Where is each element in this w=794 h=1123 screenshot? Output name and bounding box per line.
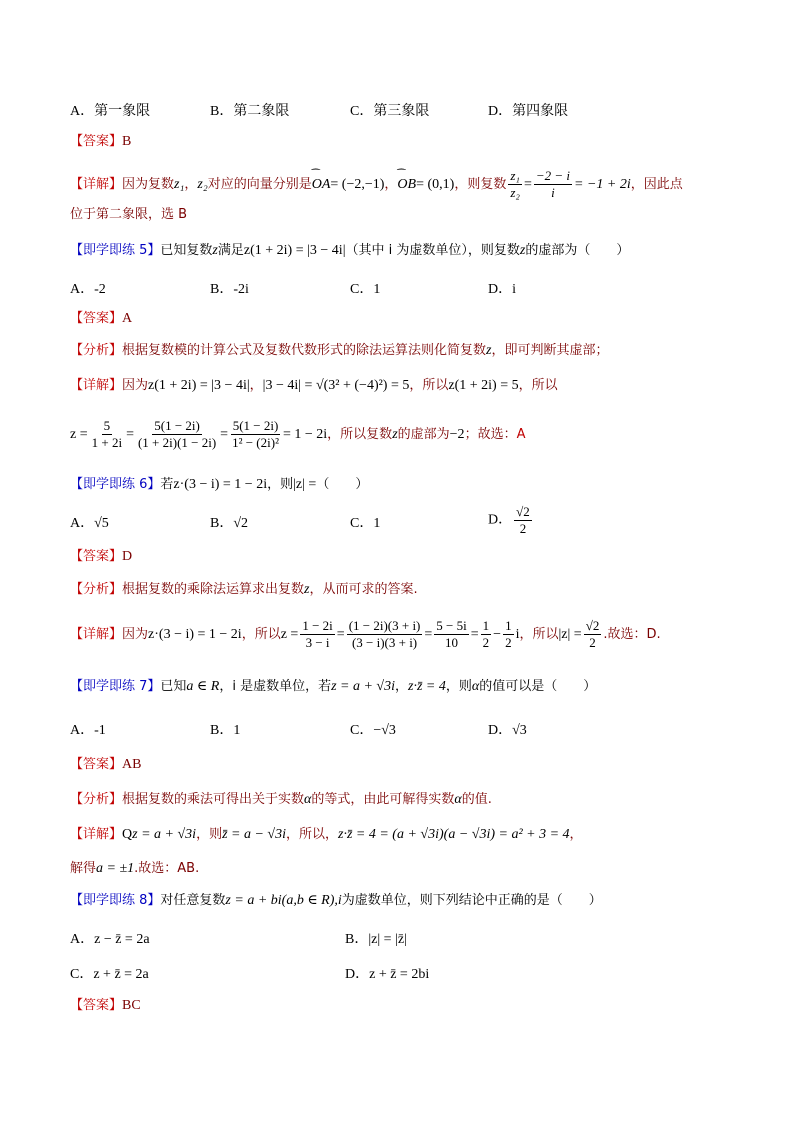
analysis-text: 根据复数模的计算公式及复数代数形式的除法运算法则化简复数 (122, 343, 487, 358)
answer-label: 【答案】 (70, 757, 123, 772)
math-equation: z(1 + 2i) = |3 − 4i| (148, 378, 250, 393)
analysis-text: 根据复数的乘法可得出关于实数 (122, 792, 305, 807)
q5-option-c: C．1 (350, 282, 381, 297)
denominator: z₂ (510, 185, 520, 200)
numerator: 5(1 − 2i) (232, 418, 279, 433)
vector-oa: ⁀ OA (312, 175, 331, 195)
detail-label: 【详解】 (70, 627, 123, 642)
math-equation: z(1 + 2i) = 5 (448, 378, 519, 393)
q8-option-b: B．|z| = |z̄| (345, 932, 407, 947)
math-condition: z = a + bi(a,b ∈ R),i (225, 893, 342, 908)
stem-text: ，则 (445, 679, 472, 694)
detail-text: ，所以 (409, 378, 449, 393)
stem-text: ，则 (267, 477, 294, 492)
detail-text: 解得 (70, 861, 97, 876)
math-equation: z·z̄ = 4 = (a + √3i)(a − √3i) = a² + 3 = 4 (338, 827, 570, 842)
fraction (347, 618, 423, 651)
detail-label: 【详解】 (70, 378, 123, 393)
exercise-header: 【即学即练 8】 (70, 893, 161, 908)
detail-text: ，所以 (518, 378, 558, 393)
q7-option-a: A．-1 (70, 723, 106, 738)
fraction (481, 618, 492, 651)
answer-label: 【答案】 (70, 998, 123, 1013)
q6-analysis (70, 580, 418, 600)
q4-option-a: A．第一象限 (70, 104, 151, 119)
math-condition: z·z̄ = 4 (408, 679, 446, 694)
exercise-header: 【即学即练 7】 (70, 679, 161, 694)
fraction (300, 618, 334, 651)
answer-label: 【答案】 (70, 134, 123, 149)
denominator: (3 − i)(3 + i) (351, 635, 418, 650)
detail-text: ，因此点 (630, 177, 683, 192)
answer-label: 【答案】 (70, 311, 123, 326)
q5-analysis (70, 341, 609, 361)
minus: − (493, 627, 502, 642)
answer-value: A (122, 311, 133, 326)
math-abs: |z| = (558, 627, 582, 642)
stem-text: 已知复数 (160, 243, 213, 258)
fraction (503, 618, 514, 651)
numerator: 1 − 2i (302, 618, 333, 633)
detail-text: 因为 (122, 627, 149, 642)
q8-answer (70, 996, 141, 1016)
q6-stem (70, 475, 368, 495)
analysis-text: ，即可判断其虚部； (491, 343, 609, 358)
numerator: 5 − 5i (436, 618, 467, 633)
detail-text: .故选：D. (603, 627, 661, 642)
q8-option-c: C．z + z̄ = 2a (70, 967, 149, 982)
math-z: z (304, 582, 310, 597)
math-alpha: α (454, 792, 462, 807)
math-z: z (486, 343, 492, 358)
exercise-header: 【即学即练 5】 (70, 243, 161, 258)
result: = 1 − 2i (282, 427, 328, 442)
q6-option-c: C．1 (350, 516, 381, 531)
q4-detail (70, 168, 683, 201)
exercise-header: 【即学即练 6】 (70, 477, 161, 492)
numerator: 5(1 − 2i) (154, 418, 200, 433)
numerator: 1 (505, 618, 512, 633)
detail-text: ， (184, 177, 198, 192)
math-z: z (519, 243, 526, 258)
denominator: 2 (589, 635, 596, 650)
math-equation: z = a + √3i (132, 827, 197, 842)
fraction-value (534, 168, 572, 201)
q4-answer (70, 132, 131, 152)
math-value: −2 (449, 427, 465, 442)
math-equation: z·(3 − i) = 1 − 2i (173, 477, 268, 492)
q6-answer (70, 547, 132, 567)
stem-text: （其中 i 为虚数单位），则复数 (345, 243, 520, 258)
detail-text: 对应的向量分别是 (207, 177, 312, 192)
detail-label: 【详解】 (70, 827, 123, 842)
math-condition: a ∈ R (186, 679, 220, 694)
detail-text: ，所以， (286, 827, 339, 842)
detail-text: ，所以复数 (327, 427, 393, 442)
q8-stem (70, 891, 602, 911)
q7-analysis (70, 790, 492, 810)
q6-option-d (488, 504, 534, 537)
q8-option-d: D．z + z̄ = 2bi (345, 967, 430, 982)
detail-text: .故选：AB. (134, 861, 200, 876)
fraction (230, 418, 281, 451)
detail-text: ，则 (196, 827, 223, 842)
analysis-label: 【分析】 (70, 582, 123, 597)
stem-text: 为虚数单位，则下列结论中正确的是（ ） (341, 893, 602, 908)
math-z: z = (280, 627, 299, 642)
math-condition: z = a + √3i (331, 679, 396, 694)
math-z: z (212, 243, 218, 258)
q5-option-b: B．-2i (210, 282, 249, 297)
fraction (136, 418, 218, 451)
detail-text: ，则复数 (454, 177, 507, 192)
stem-text: 满足 (217, 243, 244, 258)
denominator: 1² − (2i)² (232, 435, 279, 450)
analysis-label: 【分析】 (70, 343, 123, 358)
q7-option-d: D．√3 (488, 723, 527, 738)
equals: = (523, 177, 532, 192)
math-z: z = (70, 427, 88, 442)
detail-text: 因为复数 (122, 177, 175, 192)
math-alpha: α (471, 679, 480, 694)
analysis-label: 【分析】 (70, 792, 123, 807)
detail-text: ，所以 (241, 627, 281, 642)
imag-unit: i (515, 627, 520, 642)
q7-stem (70, 677, 596, 697)
detail-text: ， (384, 177, 398, 192)
analysis-text: 的等式，由此可解得实数 (311, 792, 455, 807)
stem-text: ，i 是虚数单位，若 (219, 679, 332, 694)
math-z: z (392, 427, 398, 442)
math-alpha: α (304, 792, 312, 807)
math-z1: z₁ (174, 177, 185, 192)
answer-label: 【答案】 (70, 549, 123, 564)
fraction (584, 618, 602, 651)
q5-option-d: D．i (488, 282, 516, 297)
analysis-text: ，从而可求的答案. (309, 582, 418, 597)
numerator: 5 (103, 418, 111, 433)
q4-option-b: B．第二象限 (210, 104, 290, 119)
math-equation: z(1 + 2i) = |3 − 4i| (243, 243, 346, 258)
detail-text: 因为 (122, 378, 149, 393)
q5-stem (70, 241, 629, 261)
numerator: z₁ (510, 168, 520, 183)
analysis-text: 根据复数的乘除法运算求出复数 (122, 582, 305, 597)
math-equation: z·(3 − i) = 1 − 2i (148, 627, 242, 642)
q8-option-a: A．z − z̄ = 2a (70, 932, 150, 947)
stem-text: ， (395, 679, 409, 694)
detail-answer: A (516, 427, 526, 442)
q7-detail (70, 825, 583, 845)
numerator: √2 (516, 504, 530, 519)
q4-option-d: D．第四象限 (488, 104, 569, 119)
math-equation: |3 − 4i| = √(3² + (−4)²) = 5 (262, 378, 410, 393)
math-equation: a = ±1 (96, 861, 135, 876)
denominator: 2 (482, 635, 490, 650)
q6-detail: 【详解】因为z·(3 − i) = 1 − 2i，所以z = $\frac{1 - 2i}{3 - i}$ = $\frac{(1 - 2i)(3 + i)}{(3 - i)(3 + i)}$ = $\frac{5 - 5i}{10}$ = $\frac{1}{2}$ − $\frac{1}{2}$ i，所以|z| = $\frac{√2}{2}$ .故选：D. (70, 618, 661, 650)
q6-option-a: A．√5 (70, 516, 109, 531)
vector-ob: ⁀ OB (397, 175, 416, 195)
fraction (514, 504, 532, 537)
option-label: D． (488, 512, 513, 528)
denominator: i (551, 185, 555, 200)
fraction (434, 618, 468, 651)
q7-detail-line2 (70, 859, 199, 879)
math-symbol: Q (122, 827, 133, 842)
numerator: 1 (482, 618, 490, 633)
denominator: 2 (519, 521, 527, 536)
answer-value: B (122, 134, 132, 149)
stem-text: 已知 (160, 679, 187, 694)
numerator: (1 − 2i)(3 + i) (348, 618, 421, 633)
detail-text: ， (249, 378, 263, 393)
analysis-text: 的值. (461, 792, 492, 807)
detail-text: 的虚部为 (397, 427, 450, 442)
q7-option-b: B．1 (210, 723, 241, 738)
fraction-z1-z2 (508, 168, 522, 201)
math-z2: z₂ (197, 177, 208, 192)
math-abs: |z| = (293, 477, 317, 492)
detail-label: 【详解】 (70, 177, 123, 192)
numerator: −2 − i (535, 168, 571, 183)
q4-option-c: C．第三象限 (350, 104, 430, 119)
detail-text: ，所以 (519, 627, 559, 642)
denominator: 10 (445, 635, 459, 650)
q5-detail-line2: z = $\frac{5}{1 + 2i}$ = $\frac{5(1 - 2i)}{(1 + 2i)(1 - 2i)}$ = $\frac{5(1 - 2i)}{\text{1² − (2i)²}}$ = 1 − 2i，所以复数z的虚部为−2；故选：A (70, 418, 526, 450)
denominator: 2 (505, 635, 512, 650)
math-equation: z̄ = a − √3i (222, 827, 286, 842)
detail-text: ， (569, 827, 583, 842)
fraction (90, 418, 124, 451)
stem-text: 若 (160, 477, 174, 492)
q7-answer (70, 755, 141, 775)
denominator: (1 + 2i)(1 − 2i) (137, 435, 217, 450)
stem-text: 对任意复数 (160, 893, 226, 908)
vector-ob-value: = (0,1) (416, 177, 455, 192)
stem-text: 的虚部为（ ） (525, 243, 630, 258)
answer-value: AB (122, 757, 142, 772)
q4-detail-line2: 位于第二象限，选 B (70, 207, 188, 222)
q6-option-b: B．√2 (210, 516, 249, 531)
q5-detail (70, 376, 558, 396)
q5-option-a: A．-2 (70, 282, 106, 297)
stem-text: 的值可以是（ ） (479, 679, 597, 694)
denominator: 3 − i (305, 635, 330, 650)
answer-value: BC (122, 998, 141, 1013)
answer-value: D (122, 549, 133, 564)
result: = −1 + 2i (574, 177, 631, 192)
stem-text: （ ） (316, 477, 369, 492)
q5-answer (70, 309, 132, 329)
denominator: 1 + 2i (91, 435, 123, 450)
numerator: √2 (585, 618, 600, 633)
q7-option-c: C．−√3 (350, 723, 396, 738)
vector-oa-value: = (−2,−1) (330, 177, 385, 192)
detail-text: ；故选： (464, 427, 517, 442)
